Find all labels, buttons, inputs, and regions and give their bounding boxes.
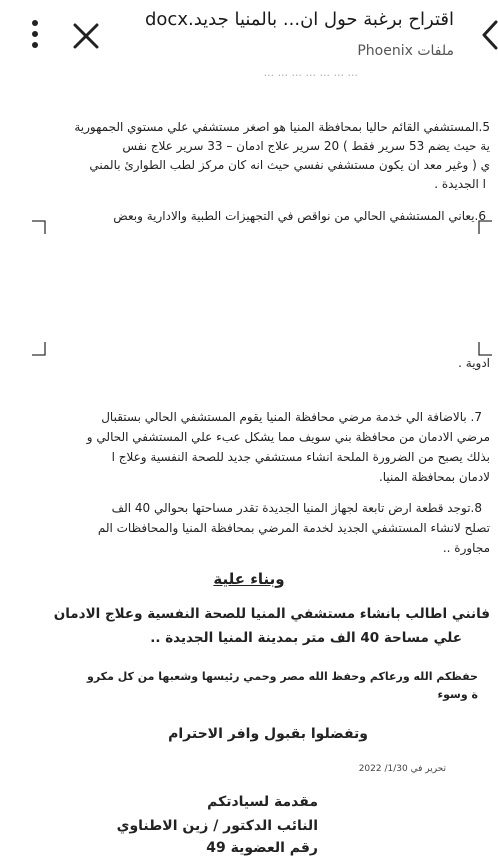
closing-line: وتفضلوا بقبول وافر الاحترام: [168, 726, 368, 742]
chevron-left-icon[interactable]: [478, 18, 498, 52]
document-page: [0, 66, 498, 856]
signature-intro: مقدمة لسيادتكم: [207, 794, 318, 810]
paragraph-5-line-2: ية حيث يضم 53 سرير فقط ) 20 سرير علاج ادمان – 33 سرير علاج نفس: [122, 139, 490, 153]
paragraph-8-line-1: 8.توجد قطعة ارض تابعة لجهاز المنيا الجديدة تقدر مساحتها بحوالي 40 الف: [111, 501, 482, 515]
request-line-1: فانني اطالب بانشاء مستشفي المنيا للصحة النفسية وعلاج الادمان: [53, 606, 490, 622]
paragraph-7-line-1: 7. بالاضافة الي خدمة مرضي محافظة المنيا يقوم المستشفي الحالي بستقبال: [101, 410, 482, 424]
app-header: [0, 0, 498, 70]
close-icon[interactable]: [70, 20, 102, 52]
document-date: تحرير في 1/30/ 2022: [358, 764, 446, 774]
paragraph-5-line-4: ا الجديدة .: [434, 177, 486, 191]
faded-text: ... ... ... ... ... ... ...: [263, 66, 358, 79]
paragraph-7-line-4: لادمان بمحافظة المنيا.: [378, 470, 490, 484]
request-line-2: علي مساحة 40 الف متر بمدينة المنيا الجديدة ..: [150, 630, 462, 646]
paragraph-6: 6.يعاني المستشفي الحالي من نواقص في التجهيزات الطبية والادارية وبعض: [113, 209, 486, 223]
paragraph-6-continued: ادوية .: [458, 356, 490, 370]
paragraph-8-line-3: مجاورة ..: [442, 541, 490, 555]
paragraph-8-line-2: تصلح لانشاء المستشفي الجديد لخدمة المرضي بمحافظة المنيا والمحافظات الم: [97, 521, 490, 535]
paragraph-5-line-3: ي ( وغير معد ان يكون مستشفي نفسي حيث انه كان مركز لطب الطوارئ بالمني: [89, 158, 490, 172]
signature-name: النائب الدكتور / زين الاطناوي: [116, 818, 318, 834]
blessing-line-2: ة وسوء: [437, 688, 478, 701]
blessing-line-1: حفظكم الله ورعاكم وحفظ الله مصر وحمي رئيسها وشعبها من كل مكرو: [87, 670, 478, 683]
more-options-icon[interactable]: [24, 20, 46, 54]
document-source: ملفات Phoenix: [357, 43, 454, 59]
paragraph-5-line-1: 5.المستشفي القائم حاليا بمحافظة المنيا هو اصغر مستشفي علي مستوي الجمهورية: [74, 120, 490, 134]
crop-mark-top-left-icon: [32, 220, 46, 234]
paragraph-7-line-2: مرضي الادمان من محافظة بني سويف مما يشكل عبء علي المستشفي الحالي و: [86, 430, 490, 444]
section-heading: وبناء علية: [213, 570, 285, 588]
membership-number: رقم العضوية 49: [206, 840, 318, 856]
document-title: اقتراح برغبة حول ان... بالمنيا جديد.docx: [144, 9, 454, 30]
paragraph-7-line-3: بذلك يصبح من الضرورة الملحة انشاء مستشفي جديد للصحة النفسية وعلاج ا: [111, 450, 490, 464]
crop-mark-top-right-icon: [478, 220, 492, 234]
crop-mark-bottom-left-icon: [32, 342, 46, 356]
